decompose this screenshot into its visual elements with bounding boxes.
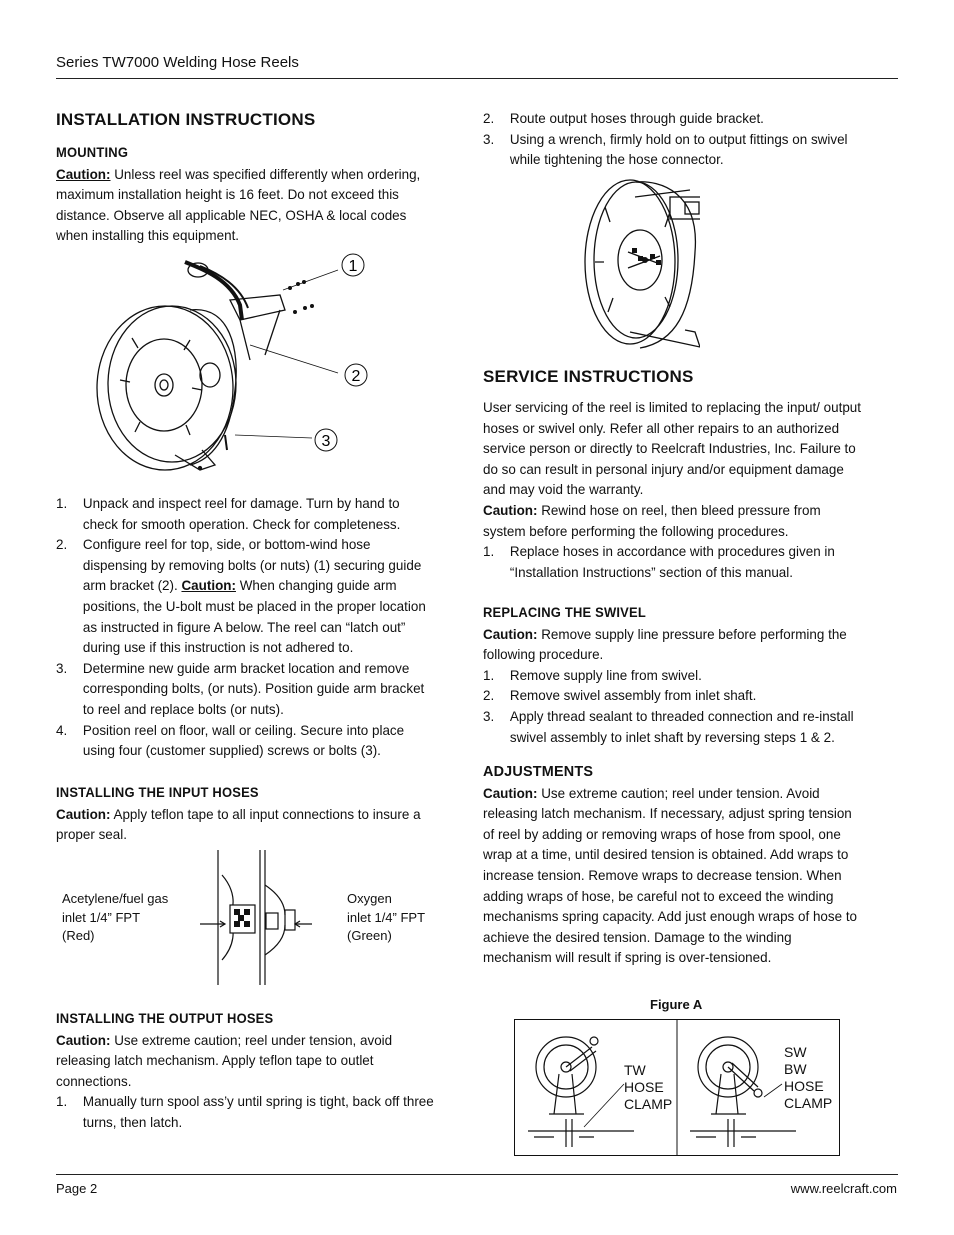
list-item: [483, 541, 863, 582]
step-text: When changing guide arm positions, the U-bolt must be placed in the proper location as instructed in figure A below. The reel can “latch out” during use if this instruction is not adhered to.: [82, 577, 426, 656]
list-item: [56, 1091, 436, 1132]
swivel-section: [483, 603, 863, 747]
step-number: 3.: [483, 130, 495, 147]
website-link[interactable]: www.reelcraft.com: [790, 1181, 897, 1196]
step-text: Unpack and inspect reel for damage. Turn by hand to check for smooth operation. Check for completeness.: [82, 495, 401, 532]
step-text: Route output hoses through guide bracket.: [509, 110, 764, 126]
caution-label: Caution:: [483, 625, 538, 642]
step-number: 1.: [483, 543, 495, 560]
step-number: 3.: [56, 659, 68, 676]
list-item: [56, 493, 436, 534]
step-number: 3.: [483, 707, 495, 724]
header-rule: [56, 78, 898, 79]
list-item: [56, 534, 436, 658]
step-text: Replace hoses in accordance with procedures given in “Installation Instructions” section of this manual.: [509, 543, 835, 580]
tw-label-line: TW: [624, 1062, 646, 1078]
step-text: Configure reel for top, side, or bottom-wind hose dispensing by removing bolts (or nuts) (1) securing guide arm bracket (2).: [82, 536, 422, 594]
output-hoses-paragraph: [56, 1030, 436, 1092]
list-item: [56, 658, 436, 720]
installation-heading: INSTALLATION INSTRUCTIONS: [56, 110, 316, 129]
callout-1: 1: [348, 258, 358, 275]
service-section: [483, 397, 863, 582]
adjustments-heading: ADJUSTMENTS: [483, 763, 594, 780]
tw-label-line: CLAMP: [624, 1096, 673, 1112]
step-number: 1.: [56, 495, 68, 511]
caution-label: Caution:: [56, 805, 111, 822]
callout-2: 2: [351, 368, 361, 385]
swivel-caution: [483, 624, 863, 665]
page-number: Page 2: [56, 1181, 98, 1196]
sw-label-line: SW: [784, 1044, 807, 1060]
step-number: 1.: [483, 666, 495, 683]
step-text: Using a wrench, firmly hold on to output fittings on swivel while tightening the hose connector.: [509, 130, 848, 168]
label-line: Acetylene/fuel gas: [62, 891, 169, 906]
list-item: [56, 720, 436, 761]
fuel-inlet-label: [62, 890, 212, 946]
list-item: [483, 665, 863, 686]
label-line: inlet 1/4” FPT: [347, 909, 426, 925]
input-hoses-text: Apply teflon tape to all input connections to insure a proper seal.: [56, 805, 421, 843]
adjustments-paragraph: [483, 783, 863, 968]
service-caution: [483, 500, 863, 541]
label-line: inlet 1/4” FPT: [62, 909, 141, 925]
list-item: [483, 129, 863, 170]
reel-mounting-diagram: [90, 250, 380, 480]
caution-label: Caution:: [483, 784, 538, 801]
step-text: Determine new guide arm bracket location and remove corresponding bolts, (or nuts). Position guide arm bracket to reel and replace bolts (or nuts).: [82, 659, 425, 717]
label-line: Oxygen: [347, 891, 392, 906]
label-line: (Red): [62, 928, 95, 943]
swivel-caution-text: Remove supply line pressure before performing the following procedure.: [483, 625, 847, 663]
list-item: [483, 685, 863, 706]
step-number: 2.: [56, 536, 68, 553]
sw-label-line: BW: [784, 1061, 807, 1077]
installation-steps: [56, 493, 436, 761]
reel-output-diagram: [580, 172, 700, 357]
caution-label: Caution:: [181, 577, 236, 594]
service-heading: SERVICE INSTRUCTIONS: [483, 367, 694, 386]
list-item: [483, 108, 863, 129]
input-hoses-paragraph: [56, 804, 436, 845]
figure-a-diagram: [514, 1019, 841, 1157]
caution-label: Caution:: [483, 501, 538, 518]
input-hoses-section: [56, 783, 436, 845]
output-hoses-heading: INSTALLING THE OUTPUT HOSES: [56, 1011, 274, 1026]
callout-3: 3: [321, 433, 331, 450]
step-text: Position reel on floor, wall or ceiling. Secure into place using four (customer supplied) screws or bolts (3).: [82, 721, 405, 759]
footer-rule: [56, 1174, 898, 1175]
swivel-inlet-diagram: [200, 845, 315, 990]
caution-label: Caution:: [56, 1031, 111, 1048]
adjustments-section: [483, 762, 863, 968]
caution-label: Caution:: [56, 165, 111, 182]
service-paragraph: User servicing of the reel is limited to replacing the input/ output hoses or swivel only. Refer all other repairs to an authorized service person or directly to Reelcraft Industries, Inc. Failure to do so can result in personal injury and/or equipment damage and may void the warranty.: [483, 399, 862, 498]
step-text: Remove supply line from swivel.: [509, 666, 702, 683]
output-hoses-continued: [483, 108, 863, 170]
step-number: 1.: [56, 1093, 68, 1110]
step-number: 4.: [56, 721, 68, 738]
running-header: Series TW7000 Welding Hose Reels: [56, 54, 299, 71]
figure-a-caption: Figure A: [650, 997, 703, 1012]
service-caution-text: Rewind hose on reel, then bleed pressure from system before performing the following procedures.: [483, 501, 821, 539]
step-text: Apply thread sealant to threaded connection and re-install swivel assembly to inlet shaft by reversing steps 1 & 2.: [509, 707, 854, 745]
mounting-section: [56, 143, 436, 246]
mounting-text: Unless reel was specified differently when ordering, maximum installation height is 16 feet. Do not exceed this distance. Observe all applicable NEC, OSHA & local codes when installing this equipment.: [56, 165, 421, 244]
step-number: 2.: [483, 110, 495, 126]
output-hoses-section: [56, 1009, 436, 1133]
step-text: Remove swivel assembly from inlet shaft.: [509, 687, 757, 704]
mounting-paragraph: [56, 164, 436, 246]
list-item: [483, 706, 863, 747]
tw-label-line: HOSE: [624, 1079, 664, 1095]
label-line: (Green): [347, 928, 392, 943]
output-hoses-text: Use extreme caution; reel under tension, avoid releasing latch mechanism. Apply teflon tape to outlet connections.: [56, 1031, 393, 1089]
input-hoses-heading: INSTALLING THE INPUT HOSES: [56, 785, 259, 800]
adjustments-text: Use extreme caution; reel under tension. Avoid releasing latch mechanism. If necessary, adjust spring tension of reel by adding or removing wraps of hose from spool, one wrap at a time, until desired tension is obtained. Add wraps to increase tension. Remove wraps to decrease tension. When adding wraps of hose, be careful not to exceed the winding mechanisms spring capacity. Add just enough wraps of hose to achieve the desired tension. Damage to the winding mechanism will result if spring is over-tensioned.: [483, 784, 858, 966]
step-number: 2.: [483, 687, 495, 704]
sw-label-line: CLAMP: [784, 1095, 833, 1111]
mounting-heading: MOUNTING: [56, 145, 129, 160]
swivel-heading: REPLACING THE SWIVEL: [483, 605, 646, 620]
sw-label-line: HOSE: [784, 1078, 824, 1094]
step-text: Manually turn spool ass’y until spring is tight, back off three turns, then latch.: [82, 1093, 434, 1130]
oxygen-inlet-label: [347, 890, 457, 946]
